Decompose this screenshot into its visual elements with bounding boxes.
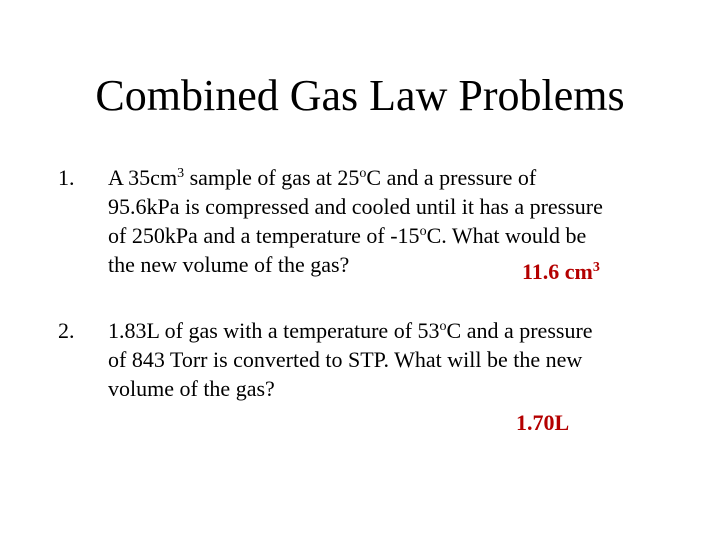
answer-value: 11.6 cm: [522, 259, 593, 284]
superscript: 3: [177, 166, 185, 181]
problem-2-line-3: volume of the gas?: [108, 376, 275, 401]
problem-2-number: 2.: [58, 318, 75, 343]
text-segment: C. What would be: [426, 223, 587, 248]
text-segment: sample of gas at 25: [184, 165, 360, 190]
degree-mark: o: [439, 319, 447, 334]
problem-2-line-1: [108, 316, 668, 345]
degree-mark: o: [359, 166, 367, 181]
problem-1-answer: [522, 257, 600, 286]
problem-1-line-1: [108, 163, 668, 192]
text-segment: C and a pressure of: [366, 165, 537, 190]
superscript: 3: [592, 260, 600, 275]
text-segment: 1.83L of gas with a temperature of 53: [108, 318, 440, 343]
problem-2-line-2: of 843 Torr is converted to STP. What will be the new: [108, 347, 583, 372]
problem-1-line-2: 95.6kPa is compressed and cooled until it has a pressure: [108, 194, 603, 219]
problem-1-number: 1.: [58, 165, 75, 190]
text-segment: of 250kPa and a temperature of -15: [108, 223, 420, 248]
text-segment: A 35cm: [108, 165, 178, 190]
text-segment: C and a pressure: [446, 318, 593, 343]
degree-mark: o: [419, 224, 427, 239]
problem-1-line-4: the new volume of the gas?: [108, 252, 350, 277]
problem-1-line-3: [108, 221, 668, 250]
slide-title: Combined Gas Law Problems: [95, 71, 625, 120]
problem-2-text: [108, 316, 668, 403]
problem-2-answer: 1.70L: [516, 410, 570, 435]
